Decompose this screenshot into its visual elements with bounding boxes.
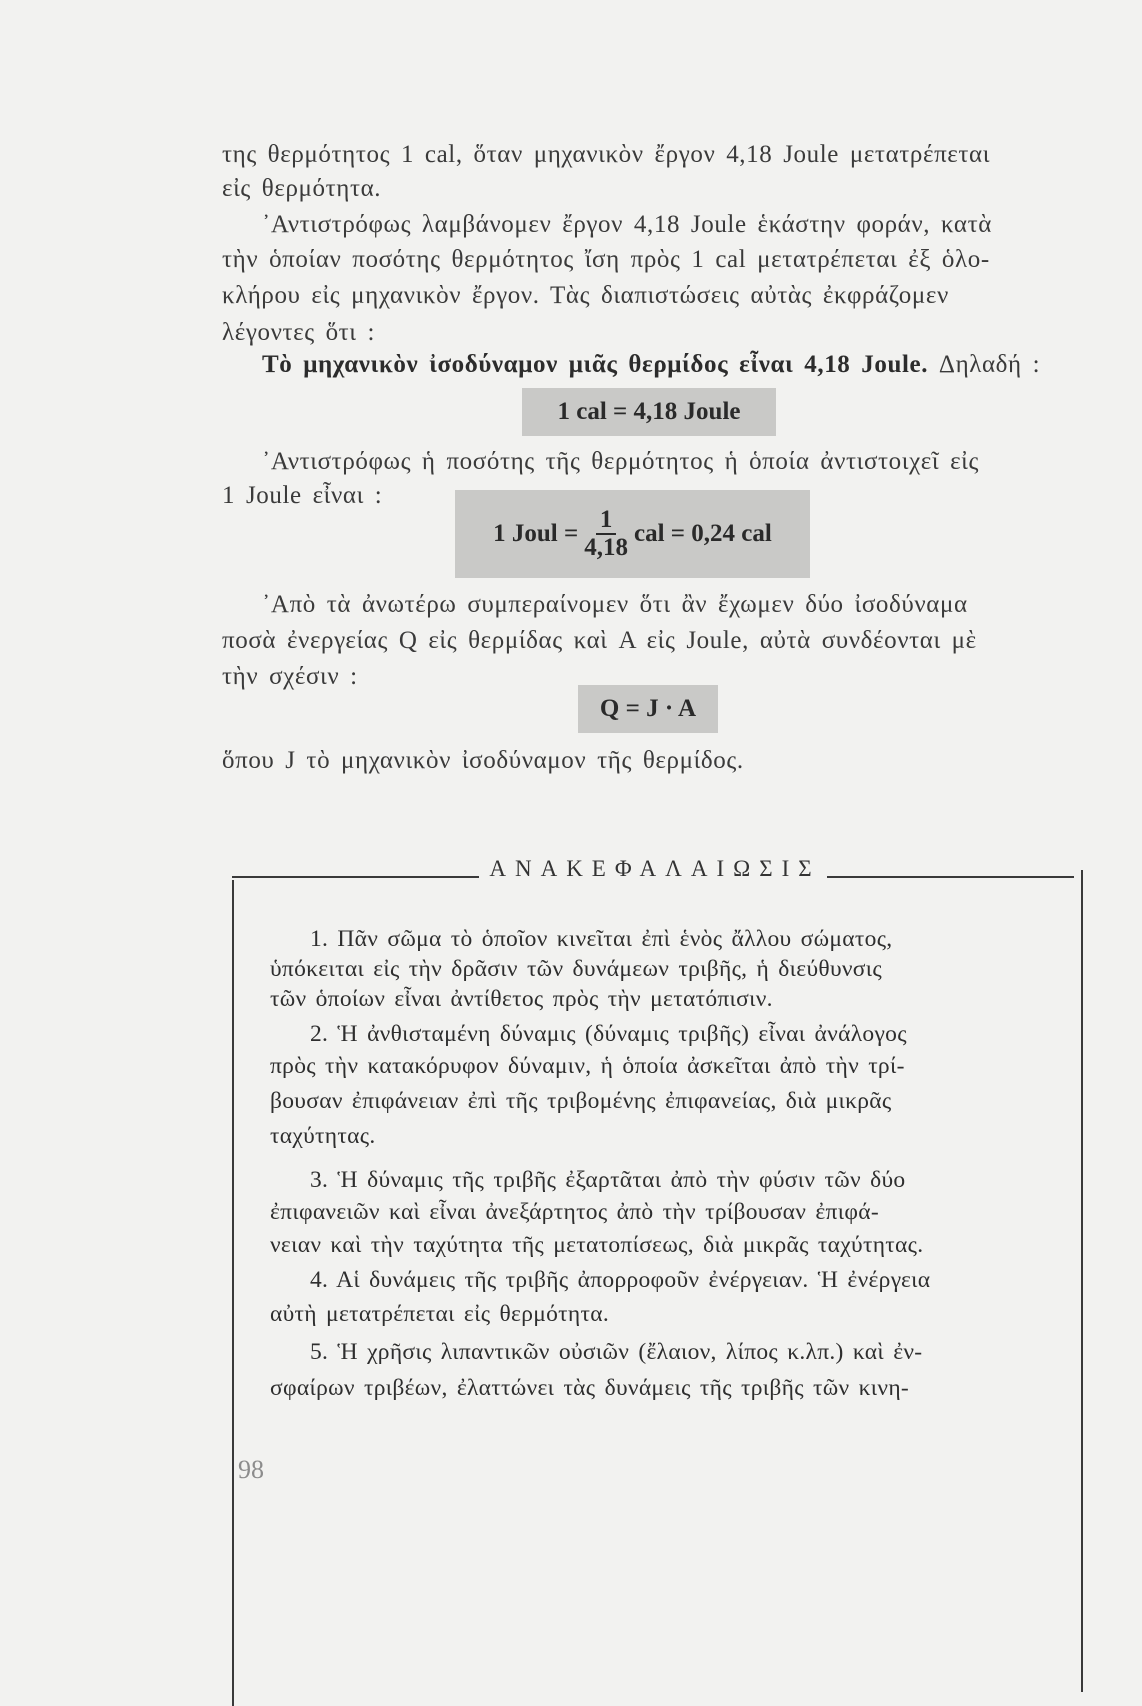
conclusion-line-2: ποσὰ ἐνεργείας Q εἰς θερμίδας καὶ A εἰς Joule, αὐτὰ συνδέονται μὲ: [222, 627, 977, 654]
summary-line-2: ὑπόκειται εἰς τὴν δρᾶσιν τῶν δυνάμεων τριβῆς, ἡ διεύθυνσις: [270, 956, 883, 982]
summary-rule-right: [827, 860, 1074, 878]
conclusion-line-1: ᾽Απὸ τὰ ἀνωτέρω συμπεραίνομεν ὅτι ἂν ἔχωμεν δύο ἰσοδύναμα: [262, 591, 968, 618]
summary-line-4: 2. Ἡ ἀνθισταμένη δύναμις (δύναμις τριβῆς) εἶναι ἀνάλογος: [310, 1021, 907, 1047]
inverse-line-1: ᾽Αντιστρόφως ἡ ποσότης τῆς θερμότητος ἡ ὁποία ἀντιστοιχεῖ εἰς: [262, 448, 980, 475]
summary-line-3: τῶν ὁποίων εἶναι ἀντίθετος πρὸς τὴν μετατόπισιν.: [270, 986, 773, 1012]
summary-line-13: 5. Ἡ χρῆσις λιπαντικῶν οὐσιῶν (ἔλαιον, λίπος κ.λπ.) καὶ ἐν-: [310, 1339, 923, 1365]
formula-2-right: cal = 0,24 cal: [634, 520, 772, 547]
body-line-3: ᾽Αντιστρόφως λαμβάνομεν ἔργον 4,18 Joule ἑκάστην φοράν, κατὰ: [262, 211, 992, 238]
body-line-5: κλήρου εἰς μηχανικὸν ἔργον. Τὰς διαπιστώσεις αὐτὰς ἐκφράζομεν: [222, 282, 949, 309]
body-line-1: της θερμότητος 1 cal, ὅταν μηχανικὸν ἔργον 4,18 Joule μετατρέπεται: [222, 141, 991, 168]
summary-line-12: αὐτὴ μετατρέπεται εἰς θερμότητα.: [270, 1301, 610, 1327]
summary-line-14: σφαίρων τριβέων, ἐλαττώνει τὰς δυνάμεις τῆς τριβῆς τῶν κινη-: [270, 1375, 910, 1401]
inverse-line-2: 1 Joule εἶναι :: [222, 482, 383, 509]
summary-title: ΑΝΑΚΕΦΑΛΑΙΩΣΙΣ: [489, 856, 821, 881]
summary-rule-left: [232, 860, 479, 878]
statement-tail: Δηλαδή :: [938, 351, 1041, 378]
statement-line: [262, 350, 1072, 380]
statement-bold: Τὸ μηχανικὸν ἰσοδύναμον μιᾶς θερμίδος εἶναι 4,18 Joule.: [262, 351, 929, 378]
summary-line-8: 3. Ἡ δύναμις τῆς τριβῆς ἐξαρτᾶται ἀπὸ τὴν φύσιν τῶν δύο: [310, 1167, 906, 1193]
page-number: 98: [238, 1455, 264, 1484]
summary-box-left-border: [232, 880, 234, 1706]
formula-2-numerator: 1: [596, 507, 617, 535]
formula-2-denominator: 4,18: [584, 534, 628, 561]
body-line-2: εἰς θερμότητα.: [222, 175, 382, 202]
summary-line-7: ταχύτητας.: [270, 1123, 376, 1149]
summary-line-6: βουσαν ἐπιφάνειαν ἐπὶ τῆς τριβομένης ἐπιφανείας, διὰ μικρᾶς: [270, 1088, 892, 1114]
conclusion-line-3: τὴν σχέσιν :: [222, 663, 358, 690]
formula-q-j-a: Q = J · A: [578, 685, 718, 733]
formula-2-left: 1 Joul =: [493, 520, 579, 547]
where-line: ὅπου J τὸ μηχανικὸν ἰσοδύναμον τῆς θερμίδος.: [222, 747, 744, 774]
summary-box-right-border: [1081, 870, 1083, 1692]
summary-line-11: 4. Αἱ δυνάμεις τῆς τριβῆς ἀπορροφοῦν ἐνέργειαν. Ἡ ἐνέργεια: [310, 1267, 931, 1293]
summary-line-10: νειαν καὶ τὴν ταχύτητα τῆς μετατοπίσεως, διὰ μικρᾶς ταχύτητας.: [270, 1232, 924, 1258]
formula-joule-cal: [455, 490, 810, 578]
summary-line-9: ἐπιφανειῶν καὶ εἶναι ἀνεξάρτητος ἀπὸ τὴν τρίβουσαν ἐπιφά-: [270, 1199, 879, 1225]
summary-line-1: 1. Πᾶν σῶμα τὸ ὁποῖον κινεῖται ἐπὶ ἑνὸς ἄλλου σώματος,: [310, 926, 893, 952]
body-line-6: λέγοντες ὅτι :: [222, 319, 376, 346]
summary-line-5: πρὸς τὴν κατακόρυφον δύναμιν, ἡ ὁποία ἀσκεῖται ἀπὸ τὴν τρί-: [270, 1053, 905, 1079]
formula-2-fraction: [584, 507, 628, 561]
summary-header: [232, 854, 1074, 884]
body-line-4: τὴν ὁποίαν ποσότης θερμότητος ἴση πρὸς 1 cal μετατρέπεται ἐξ ὁλο-: [222, 246, 990, 273]
formula-cal-joule: 1 cal = 4,18 Joule: [522, 388, 776, 436]
